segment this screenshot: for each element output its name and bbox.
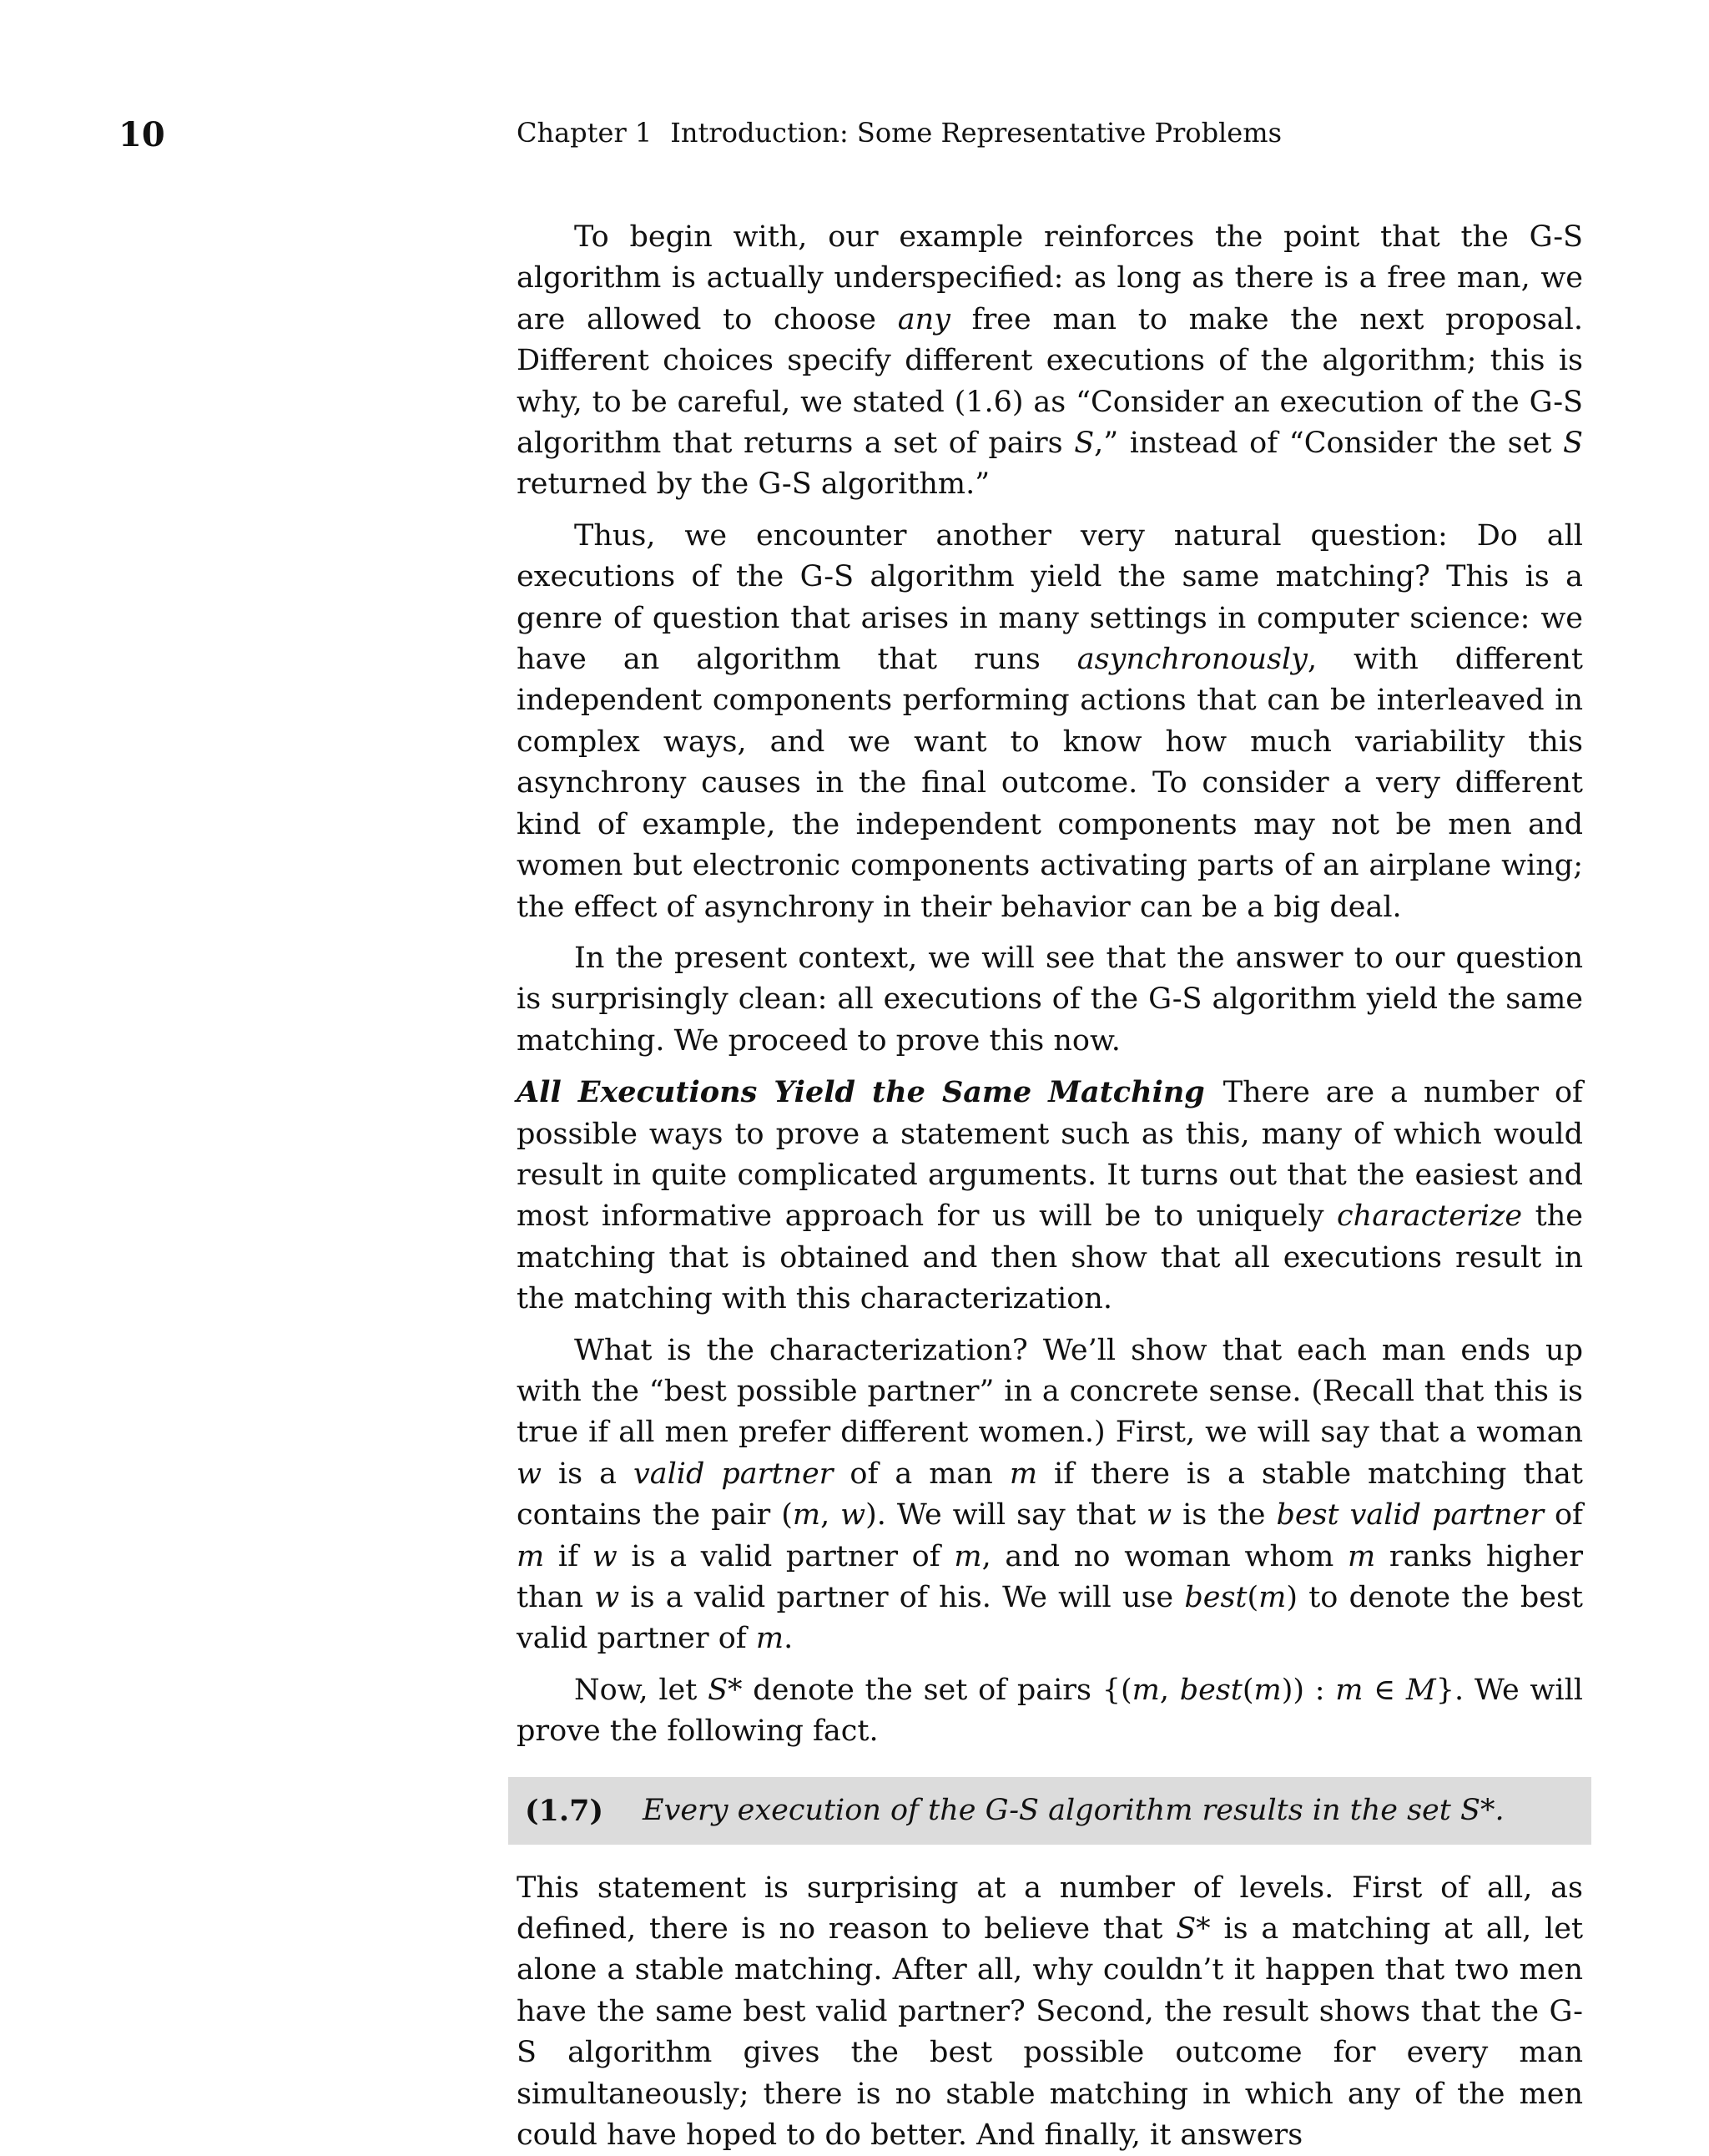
math-symbol: m — [1347, 1539, 1376, 1573]
math-symbol: S* — [708, 1673, 743, 1707]
text-run: ranks higher than — [517, 1539, 1583, 1614]
math-symbol: m — [1253, 1673, 1282, 1707]
math-symbol: m — [1258, 1581, 1287, 1614]
math-symbol: w — [840, 1498, 866, 1532]
math-symbol: m — [1009, 1457, 1038, 1491]
emphasis: best valid partner — [1276, 1498, 1544, 1532]
math-symbol: S — [1563, 427, 1583, 461]
text-run: ) to denote the best valid partner of — [517, 1581, 1583, 1656]
paragraph-asynchrony — [517, 516, 1583, 928]
math-symbol: w — [1147, 1498, 1172, 1532]
text-run: free man to make the next proposal. Different choices specify different executions of the algorithm; this is why, to be careful, we stated (1.6) as “Consider an execution of the G-S algorithm that returns a set of pairs — [517, 302, 1583, 461]
text-run: is a valid partner of — [617, 1539, 955, 1573]
text-run: }. We will prove the following fact. — [517, 1673, 1583, 1749]
theorem-label: (1.7) — [525, 1793, 604, 1828]
text-run: is a — [541, 1457, 633, 1491]
text-run: of a man — [833, 1457, 1010, 1491]
math-symbol: S* — [1176, 1912, 1211, 1946]
text-run: )) : — [1281, 1673, 1336, 1707]
emphasis: asynchronously — [1076, 643, 1308, 677]
section-heading: All Executions Yield the Same Matching — [517, 1075, 1205, 1110]
paragraph-all-executions — [517, 1072, 1583, 1320]
text-run: ,” instead of “Consider the set — [1094, 427, 1564, 461]
math-symbol: m — [1132, 1673, 1160, 1707]
text-run: returned by the G-S algorithm.” — [517, 467, 991, 502]
emphasis: any — [897, 302, 950, 336]
text-run: In the present context, we will see that the answer to our question is surprisingly clean: all executions of the G-S algorithm yield the same matching. We proceed to prove this now. — [517, 941, 1583, 1058]
text-run: is a valid partner of his. We will use — [619, 1581, 1185, 1614]
page-number: 10 — [118, 115, 165, 154]
text-run: denote the set of pairs {( — [742, 1673, 1132, 1707]
math-symbol: w — [592, 1539, 618, 1573]
text-run: is the — [1172, 1498, 1277, 1532]
paragraph-underspecified — [517, 217, 1583, 506]
math-function: best — [1179, 1673, 1243, 1707]
text-run: if — [544, 1539, 592, 1573]
text-run: To begin with, our example reinforces the point that the G-S algorithm is actually underspecified: as long as there is a free man, we are allowed to choose — [517, 220, 1583, 336]
text-run: Thus, we encounter another very natural question: Do all executions of the G-S algorithm yield the same matching? This is a genre of question that arises in many settings in computer science: we have an algorithm that runs — [517, 518, 1583, 677]
text-run: ∈ — [1363, 1673, 1406, 1707]
text-run: ( — [1247, 1581, 1259, 1614]
theorem-box — [508, 1777, 1591, 1845]
math-symbol: w — [594, 1581, 620, 1614]
text-run: ). We will say that — [865, 1498, 1147, 1532]
paragraph-define-s-star — [517, 1670, 1583, 1753]
chapter-title: Introduction: Some Representative Problems — [670, 117, 1282, 149]
emphasis: characterize — [1337, 1199, 1523, 1234]
math-symbol: m — [755, 1622, 784, 1656]
paragraph-present-context — [517, 938, 1583, 1062]
text-run: There are a number of possible ways to prove a statement such as this, many of which would result in quite complicated arguments. It turns out that the easiest and most informative approach for us will be to uniquely — [517, 1076, 1583, 1234]
paragraph-surprising — [517, 1868, 1583, 2156]
text-run: , — [1159, 1673, 1180, 1707]
math-symbol: M — [1405, 1673, 1436, 1707]
emphasis: valid partner — [633, 1457, 834, 1491]
text-run: the matching that is obtained and then show that all executions result in the matching with this characterization. — [517, 1199, 1584, 1316]
text-run: . — [784, 1622, 794, 1656]
text-run: Now, let — [574, 1673, 708, 1707]
math-symbol: S — [1074, 427, 1095, 461]
main-text — [517, 217, 1583, 2156]
paragraph-characterization — [517, 1330, 1583, 1660]
text-run: ( — [1242, 1673, 1254, 1707]
text-run: , — [820, 1498, 841, 1532]
math-function: best — [1184, 1581, 1248, 1614]
text-run: What is the characterization? We’ll show that each man ends up with the “best possible partner” in a concrete sense. (Recall that this is true if all men prefer different women.) First, we will say that a woman — [517, 1333, 1583, 1450]
running-head — [517, 112, 1282, 154]
text-run: if there is a stable matching that contains the pair ( — [517, 1457, 1583, 1532]
math-symbol: m — [517, 1539, 545, 1573]
math-symbol: w — [517, 1457, 542, 1491]
math-symbol: m — [954, 1539, 982, 1573]
text-run: of — [1544, 1498, 1583, 1532]
theorem-statement: Every execution of the G-S algorithm results in the set S*. — [643, 1793, 1505, 1827]
chapter-label: Chapter 1 — [517, 117, 653, 149]
text-run: , with different independent components performing actions that can be interleaved in complex ways, and we want to know how much variability this asynchrony causes in the final outcome. To consider a very different kind of example, the independent components may not be men and women but electronic components activating parts of an airplane wing; the effect of asynchrony in their behavior can be a big deal. — [517, 643, 1584, 924]
text-run: is a matching at all, let alone a stable matching. After all, why couldn’t it happen that two men have the same best valid partner? Second, the result shows that the G-S algorithm gives the best possible outcome for every man simultaneously; there is no stable matching in which any of the men could have hoped to do better. And finally, it answers — [517, 1912, 1584, 2153]
math-symbol: m — [792, 1498, 821, 1532]
math-symbol: m — [1335, 1673, 1364, 1707]
text-run: This statement is surprising at a number of levels. First of all, as defined, there is no reason to believe that — [517, 1871, 1583, 1946]
text-run: , and no woman whom — [981, 1539, 1348, 1573]
